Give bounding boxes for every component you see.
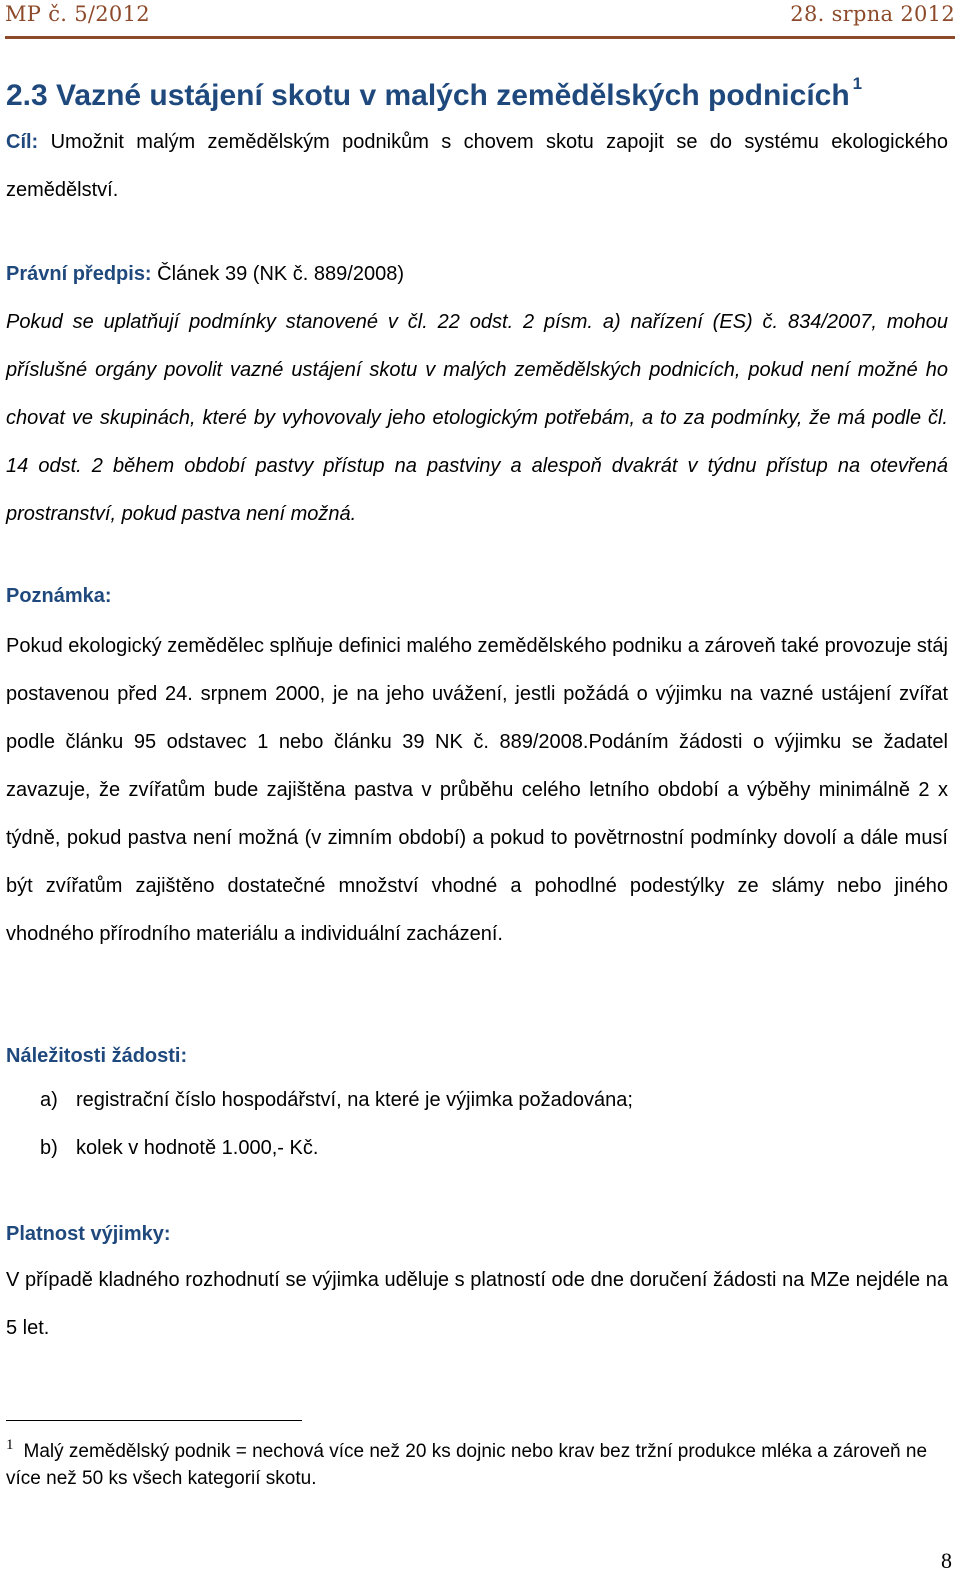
validity-text: V případě kladného rozhodnutí se výjimka uděluje s platností ode dne doručení žádosti na MZe nejdéle na 5 let. [6,1269,948,1339]
footnote-divider [6,1420,302,1421]
footnote-mark: 1 [6,1437,14,1453]
section-title-text: 2.3 Vazné ustájení skotu v malých zemědělských podnicích [6,79,850,112]
legal-basis-line [6,250,948,298]
goal-text: Umožnit malým zemědělským podnikům s chovem skotu zapojit se do systému ekologického zemědělství. [6,131,948,201]
note-label: Poznámka: [6,585,112,607]
goal-paragraph [6,118,948,214]
list-marker: a) [40,1089,58,1111]
footnote-text: Malý zemědělský podnik = nechová více než 20 ks dojnic nebo krav bez tržní produkce mléka a zároveň ne více než 50 ks všech kategorií skotu. [6,1441,928,1489]
goal-label: Cíl: [6,131,39,153]
page-header [5,2,955,32]
list-item [40,1076,940,1124]
requirements-list [40,1076,940,1172]
requirements-label: Náležitosti žádosti: [6,1045,188,1067]
list-item-text: kolek v hodnotě 1.000,- Kč. [76,1137,319,1159]
header-issue: MP č. 5/2012 [5,2,150,26]
legal-reference: Článek 39 (NK č. 889/2008) [151,263,404,285]
header-divider [5,36,955,39]
validity-label: Platnost výjimky: [6,1223,171,1245]
page-number: 8 [941,1548,952,1573]
footnote [6,1432,948,1492]
list-item-text: registrační číslo hospodářství, na které je výjimka požadována; [76,1089,633,1111]
footnote-reference: 1 [852,74,863,93]
legal-text: Pokud se uplatňují podmínky stanovené v čl. 22 odst. 2 písm. a) nařízení (ES) č. 834/2007, mohou příslušné orgány povolit vazné ustájení skotu v malých zemědělských podnicích, pokud není možné ho chovat ve skupinách, které by vyhovovaly jeho etologickým potřebám, a to za podmínky, že má podle čl. 14 odst. 2 během období pastvy přístup na pastviny a alespoň dvakrát v týdnu přístup na otevřená prostranství, pokud pastva není možná. [6,311,948,525]
section-title [6,74,862,113]
list-marker: b) [40,1137,58,1159]
header-date: 28. srpna 2012 [790,2,955,26]
legal-label: Právní předpis: [6,263,152,285]
note-text: Pokud ekologický zemědělec splňuje definici malého zemědělského podniku a zároveň také provozuje stáj postavenou před 24. srpnem 2000, je na jeho uvážení, jestli požádá o výjimku na vazné ustájení zvířat podle článku 95 odstavec 1 nebo článku 39 NK č. 889/2008.Podáním žádosti o výjimku se žadatel zavazuje, že zvířatům bude zajištěna pastva v průběhu celého letního období a výběhy minimálně 2 x týdně, pokud pastva není možná (v zimním období) a pokud to povětrnostní podmínky dovolí a dále musí být zvířatům zajištěno dostatečné množství vhodné a pohodlné podestýlky ze slámy nebo jiného vhodného přírodního materiálu a individuální zacházení. [6,635,948,945]
list-item [40,1124,940,1172]
